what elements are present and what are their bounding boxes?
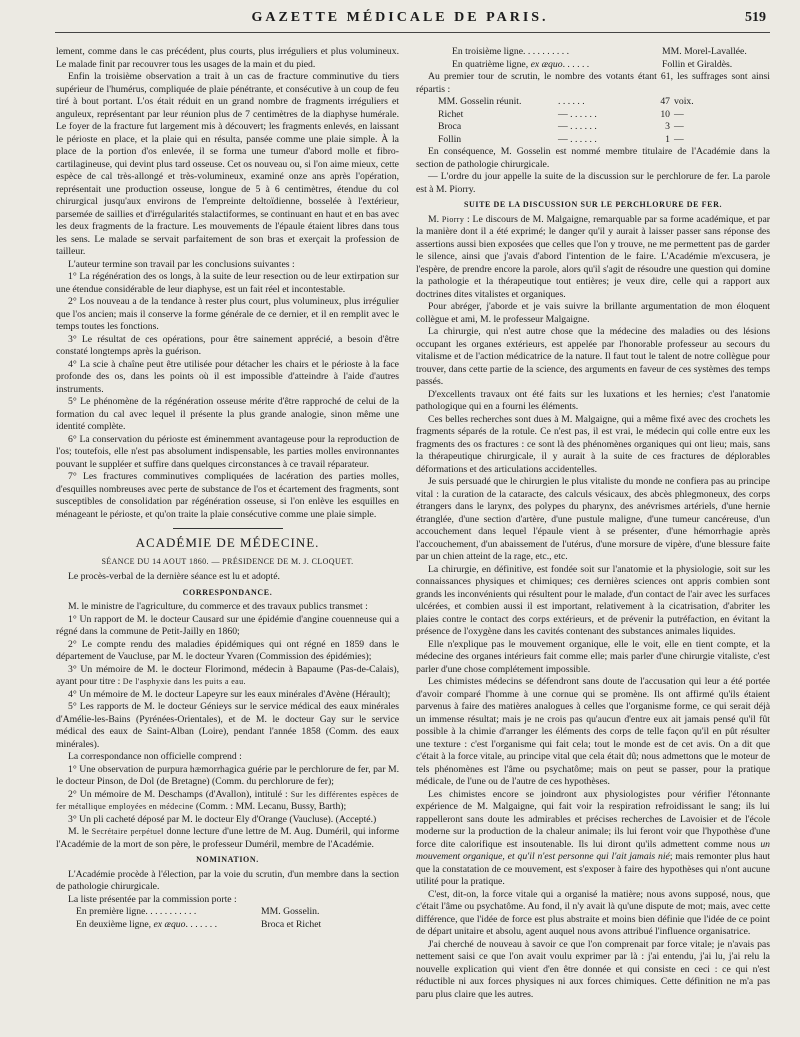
vote-count: 47 [660, 96, 670, 107]
paragraph: La chirurgie, qui n'est autre chose que la médecine des maladies ou des lésions occupant les organes extérieurs, est appelée par l'honorable professeur au secours du vitalisme et de l'action médicatrice de la nature. Il faut tout le talent de notre collègue pour trouver, dans cette partie de la science, des arguments en faveur de ces systèmes des temps passés. [416, 326, 770, 387]
vote-row [416, 121, 770, 134]
text-run: Les chimistes encore se joindront aux physiologistes pour vérifier l'étonnante expérience de M. Malgaigne, qui fait voir la respiration refroidissant le sang; ils lui rappelleront sans doute les admirables et précises recherches de Lavoisier et de l'école moderne sur la production de la chaleur animale; ils lui feront voir que l'hypothèse d'une force dite calorifique est insoutenable. Ils lui diront qu'ils admettent comme nous [416, 788, 770, 850]
nomination-heading: NOMINATION. [196, 855, 259, 864]
nomination-rank: En troisième ligne. . . . . . . . . . [452, 46, 570, 57]
vote-count: 3 [665, 121, 670, 132]
nomination-candidate: MM. Gosselin. [261, 906, 320, 917]
speaker-name: Piorry [441, 214, 465, 224]
session-line [56, 556, 399, 569]
italic-phrase: un mouvement organique, et qu'il n'est personne qui l'ait jamais nié [416, 838, 770, 862]
vote-unit: voix. [674, 96, 694, 107]
correspondence-item: 1° Un rapport de M. le docteur Causard sur une épidémie d'angine couenneuse qui a régné dans la commune de Petit-Jailly en 1860; [56, 613, 399, 637]
paragraph: Je suis persuadé que le chirurgien le plus vitaliste du monde ne confiera pas au principe vital : la curation de la cataracte, des calculs vésicaux, des abcès phlegmoneux, des corps étrangers dans le larynx, des polypes du pharynx, des anévrismes artériels, d'une hernie étranglée, d'une section d'artère, d'une pustule maligne, d'une tumeur cancéreuse, d'un accouchement dans lequel l'épaule vient à se présenter, d'une hémorrhagie après l'accouchement, d'un abaissement de l'utérus, d'une morsure de vipère, d'une blessure faite par un chien atteint de la rage, etc., etc. [416, 476, 770, 562]
paragraph: En conséquence, M. Gosselin est nommé membre titulaire de l'Académie dans la section de pathologie chirurgicale. [416, 146, 770, 170]
correspondence-item: 3° Un pli cacheté déposé par M. le docteur Ely d'Orange (Vaucluse). (Accepté.) [68, 813, 377, 825]
text-run: donne lecture d'une lettre de M. Aug. Duméril, qui informe l'Académie de la mort de son père, le professeur Duméril, membre de l'Académie. [56, 826, 399, 850]
paragraph: C'est, dit-on, la force vitale qui a organisé la matière; nous avons supposé, nous, que c'était l'âme ou psychatôme. Au fond, il n'y avait là qu'une dispute de mot; mais, avec cette différence, que l'idée de force est plus abstraite et moins bien définie que l'idée de ce point de départ unitaire et absolu, agent auquel nous avons attribué l'influence organisatrice. [416, 888, 770, 937]
conclusion-item: 1° La régénération des os longs, à la suite de leur resection ou de leur extirpation sur une étendue considérable de leur diaphyse, est un fait réel et incontestable. [56, 271, 399, 295]
session-date: SÉANCE DU 14 AOUT 1860. [101, 556, 209, 566]
header-rule [55, 32, 770, 33]
paragraph [416, 214, 770, 302]
paragraph: L'Académie procède à l'élection, par la voie du scrutin, d'un membre dans la section de pathologie chirurgicale. [56, 868, 399, 892]
vote-unit: — [674, 121, 684, 132]
paragraph: Ces belles recherches sont dues à M. Malgaigne, qui a même fixé avec des crochets les fragments séparés de la rotule. Ce n'est pas, il est vrai, le médecin qui colle entre eux les fragments des os fractures : ce sont là des phénomènes organiques qui ont lieu; mais, sans la thérapeutique chirurgicale, il y aurait à la suite de ces fractures de déplorables déformations et des articulations accidentelles. [416, 413, 770, 475]
paragraph: La chirurgie, en définitive, est fondée soit sur l'anatomie et la physiologie, soit sur les connaissances physiques et chimiques; ces dernières sciences ont appris combien sont grands les inconvénients qui résultent pour le malade, d'un contact de l'air avec les surfaces ulcérées, et combien aussi il est important, relativement à la cicatrisation, d'abriter les plaies contre le contact des corps extérieurs, et de prévenir la putréfaction, en évitant la présence de l'oxygène dans les cavités contenant des substances animales liquides. [416, 563, 770, 637]
paragraph: J'ai cherché de nouveau à savoir ce que l'on comprenait par force vitale; je n'avais pas nettement saisi ce que l'on avait voulu exprimer par là : j'ai entendu, j'ai lu, j'ai relu la nouvelle explication qui vient d'en être donnée et qui consiste en ceci : ce qui n'est réductible ni aux forces physiques ni aux forces chimiques. Cette définition ne m'a pas paru plus claire que les autres. [416, 938, 770, 1000]
paragraph: Pour abréger, j'aborde et je vais suivre la brillante argumentation de mon éloquent collègue et ami, M. le professeur Malgaigne. [416, 301, 770, 325]
correspondence-item [56, 664, 399, 689]
nomination-rank: En première ligne. . . . . . . . . . . [76, 906, 197, 917]
commission: (Comm. : MM. Lecanu, Bussy, Barth); [193, 801, 347, 812]
conclusion-item: 2° Los nouveau a de la tendance à rester plus court, plus volumineux, plus irrégulier que l'os ancien; mais il conserve la forme générale de ce dernier, et il en remplit avec le temps toutes les fonctions. [56, 296, 399, 332]
paragraph: Au premier tour de scrutin, le nombre des votants étant 61, les suffrages sont ainsi répartis : [416, 71, 770, 95]
text-run: M. [428, 213, 442, 225]
nomination-row [56, 919, 399, 932]
paragraph [56, 826, 399, 851]
paragraph: La correspondance non officielle comprend : [68, 751, 242, 762]
page-header [0, 10, 800, 32]
discussion-heading: SUITE DE LA DISCUSSION SUR LE PERCHLORURE DE FER. [463, 200, 723, 209]
nomination-row [416, 46, 770, 59]
left-column [56, 46, 399, 931]
nomination-candidate: MM. Morel-Lavallée. [662, 46, 747, 57]
correspondence-item: 2° Le compte rendu des maladies épidémiques qui ont régné en 1859 dans le département de Vaucluse, par M. le docteur Yvaren (Commission des épidémies); [56, 638, 399, 662]
paragraph: La liste présentée par la commission porte : [68, 893, 237, 905]
corr-item-text: 2° Un mémoire de M. Deschamps (d'Avallon), intitulé : [68, 788, 288, 800]
secretaire-label: Secrétaire perpétuel [91, 827, 164, 836]
vote-unit: — [674, 133, 684, 145]
corr-item-text: 3° Un mémoire de M. le docteur Florimond, médecin à Bapaume (Pas-de-Calais), ayant pour titre : [56, 663, 399, 687]
ex-aequo: ex æquo [530, 58, 563, 70]
session-president: — PRÉSIDENCE DE M. J. CLOQUET. [211, 556, 354, 566]
paragraph: lement, comme dans le cas précédent, plus courts, plus irréguliers et plus volumineux. Le malade finit par recouvrer tous les usages de la main et du pied. [56, 46, 399, 70]
correspondance-heading: CORRESPONDANCE. [182, 587, 273, 597]
ex-aequo: ex æquo [153, 918, 186, 930]
vote-name: Richet [438, 108, 464, 120]
text-run: En quatrième ligne, [452, 58, 531, 70]
vote-unit: — [674, 108, 684, 120]
paragraph: M. le ministre de l'agriculture, du commerce et des travaux publics transmet : [68, 601, 368, 612]
nomination-rank [416, 59, 662, 72]
memoir-title: De l'asphyxie dans les puits a eau. [122, 677, 246, 686]
correspondence-item: 5° Les rapports de M. le docteur Génieys sur le service médical des eaux minérales d'Amélie-les-Bains (Pyrénées-Orientales), et de M. le docteur Gay sur le service médical des eaux de Saint-Alban (Loire), pendant l'année 1858 (Comm. des eaux minérales). [56, 701, 399, 750]
paragraph: L'auteur termine son travail par les conclusions suivantes : [68, 258, 295, 270]
paragraph: — L'ordre du jour appelle la suite de la discussion sur le perchlorure de fer. La parole est à M. Piorry. [416, 171, 770, 195]
vote-leader: . . . . . . [558, 96, 585, 107]
nomination-rank [56, 919, 261, 932]
memoir-title: Sur les différentes espèces de fer métallique employées en médecine [56, 789, 399, 811]
nomination-candidate: Broca et Richet [261, 918, 322, 930]
vote-leader: — . . . . . . [558, 121, 597, 132]
correspondence-item: 4° Un mémoire de M. le docteur Lapeyre sur les eaux minérales d'Avène (Hérault); [68, 688, 391, 700]
vote-leader: — . . . . . . [558, 133, 597, 145]
paragraph [416, 789, 770, 889]
vote-count: 10 [660, 108, 670, 120]
text-run: . . . . . . [562, 58, 590, 70]
page-number: 519 [745, 10, 766, 25]
nomination-candidate: Follin et Giraldès. [662, 58, 733, 70]
text-run: M. le [68, 826, 92, 837]
paragraph: Elle n'explique pas le mouvement organique, elle le voit, elle en tient compte, et la médecine des organes intérieurs fait comme elle; mais parler d'une chirurgie vitaliste, c'est parler d'une chose complétement impossible. [416, 638, 770, 675]
vote-name: MM. Gosselin réunit. [438, 96, 522, 107]
section-divider [173, 528, 283, 529]
conclusion-item: 3° Le résultat de ces opérations, pour être sainement apprécié, a besoin d'être constaté longtemps après la guérison. [56, 333, 399, 357]
vote-leader: — . . . . . . [558, 108, 597, 120]
nomination-row [56, 906, 399, 919]
correspondence-item: 1° Une observation de purpura hæmorrhagica guérie par le perchlorure de fer, par M. le docteur Pinson, de Dol (de Bretagne) (Comm. du perchlorure de fer); [56, 763, 399, 787]
proces-verbal: Le procès-verbal de la dernière séance est lu et adopté. [68, 571, 280, 582]
vote-row [416, 96, 770, 109]
conclusion-item: 5° Le phénomène de la régénération osseuse mérite d'être rapproché de celui de la formation du cal avec lequel il présente la plus grande analogie, sinon même une identité complète. [56, 396, 399, 432]
journal-title: GAZETTE MÉDICALE DE PARIS. [251, 10, 549, 25]
vote-row [416, 134, 770, 147]
vote-name: Follin [438, 133, 462, 145]
conclusion-item: 6° La conservation du périoste est éminemment avantageuse pour la reproduction de l'os; toutefois, elle n'est pas absolument indispensable, les parties molles environnantes pouvant le suppléer et suffire dans quelques circonstances à ce travail réparateur. [56, 433, 399, 470]
correspondence-item [56, 789, 399, 814]
text-run: : Le discours de M. Malgaigne, remarquable par sa forme académique, et par la manière dont il a été exprimé; le danger qu'il y aurait à laisser passer sans réponse des assertions aussi bien exposées que celles que l'on y trouve, ne me permettent pas de garder le silence, ainsi que j'avais d'abord l'intention de le faire. L'Académie m'excusera, je l'espère, de prendre encore la parole, alors qu'il s'agit de résoudre une question qui domine la pathologie et la thérapeutique tout entières; je veux dire, celle qui a rapport aux doctrines dites vitalistes et organiques. [416, 213, 770, 300]
vote-count: 1 [665, 133, 670, 145]
text-run: . . . . . . . [185, 918, 217, 930]
paragraph: D'excellents travaux ont été faits sur les luxations et les hernies; c'est l'anatomie pathologique qui en a fourni les éléments. [416, 388, 770, 412]
right-column [416, 46, 770, 1001]
nomination-row [416, 59, 770, 72]
paragraph: Les chimistes médecins se défendront sans doute de l'accusation qui leur a été portée d'avoir comparé l'homme à une cornue qui se promène. Ils ont affirmé qu'ils étaient parvenus à faire des matières analogues à celles que l'organisme forme, ce qui serait déjà un immense résultat; mais je ne crois pas qu'aucun d'entre eux ait jamais pensé qu'il fût possible à la chimie d'arranger les éléments des corps de telle façon qu'il en pût résulter une texture : c'est l'organisme qui fait cela; tout le monde est de cet avis. On a dit que c'était à la force vitale, au principe vital que cela était dû; nous admettons que le moteur de tels phénomènes est l'âme ou psychatôme; mais on peut se passer, pour la pratique médicale, de l'une ou de l'autre de ces hypothèses. [416, 676, 770, 787]
conclusion-item: 7° Les fractures comminutives compliquées de lacération des parties molles, d'esquilles nombreuses avec perte de substance de l'os et écartement des fragments, sont susceptibles de consolidation par régénération osseuse, si l'on enlève les esquilles en ménageant le périoste, et qu'on traite la plaie consécutive comme une plaie simple. [56, 471, 399, 520]
text-run: En deuxième ligne, [76, 918, 154, 930]
vote-row [416, 109, 770, 122]
vote-name: Broca [438, 121, 462, 132]
conclusion-item: 4° La scie à chaîne peut être utilisée pour détacher les chairs et le périoste à la face profonde des os, dans les points où il est impossible d'atteindre à l'aide d'autres instruments. [56, 358, 399, 395]
paragraph: Enfin la troisième observation a trait à un cas de fracture comminutive du tiers supérieur de l'humérus, compliquée de plaie pénétrante, et consécutive à un coup de feu tiré à bout portant. L'os était réduit en un grand nombre de fragments irréguliers et anguleux, représentant par leur réunion plus de 7 centimètres de la diaphyse humérale. Le foyer de la fracture fut largement mis à découvert; les fragments enlevés, en laissant le périoste en place, et la plaie qui en résulta, pansée comme une plaie simple. À la place de la portion d'os enlevée, il se forma une tumeur d'abord molle et fibro-cartilagineuse, qui devint plus tard osseuse. Cet os nouveau ou, si l'on aime mieux, cette espèce de cal très-allongé et très-volumineux, examiné onze ans après l'opération, représentait une production osseuse, longue de 5 à 6 centimètres, étendue du col chirurgical jusqu'aux environs de l'empreinte deltoïdienne, bosselée à l'extérieur, parsemée de saillies et d'irrégularités stalactiformes, se continuant en haut et en bas avec les deux fragments de la fracture. Les mouvements de l'épaule étaient libres dans tous les sens. Le malade se servait parfaitement de son bras et exerçait la profession de tailleur. [56, 71, 399, 257]
text-run: ; mais remonter plus haut que la constatation de ce mouvement, est s'exposer à faire des hypothèses qui n'ont aucune utilité pour la pratique. [416, 851, 770, 887]
academie-title: ACADÉMIE DE MÉDECINE. [135, 535, 320, 550]
